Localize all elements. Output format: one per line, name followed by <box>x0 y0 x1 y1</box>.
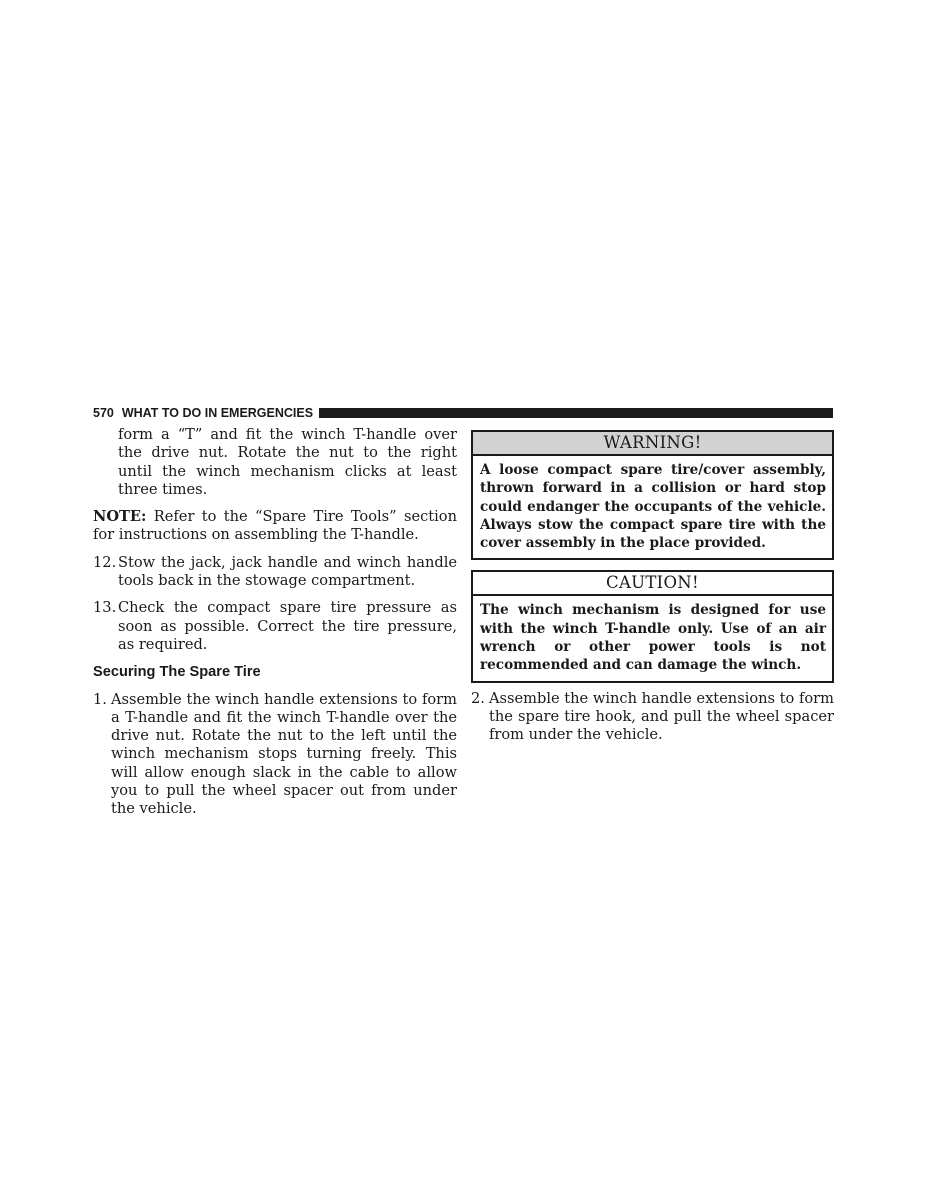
list-text: Stow the jack, jack handle and winch handle tools back in the stowage compartment. <box>118 553 457 590</box>
note-paragraph <box>93 508 457 545</box>
right-column <box>471 430 834 745</box>
list-text: Assemble the winch handle extensions to form the spare tire hook, and pull the wheel spacer from under the vehicle. <box>489 689 834 744</box>
list-number: 2. <box>471 689 485 707</box>
list-item <box>471 690 834 745</box>
list-item <box>93 554 457 591</box>
warning-title: WARNING! <box>473 432 832 456</box>
caution-text: The winch mechanism is designed for use with the winch T-handle only. Use of an air wrench or other power tools is not recommended and can damage the winch. <box>480 602 826 674</box>
list-item <box>93 691 457 819</box>
page-header <box>93 404 833 422</box>
list-number: 12. <box>93 553 117 571</box>
subheading: Securing The Spare Tire <box>93 664 261 681</box>
page-number: 570 <box>93 406 114 420</box>
left-column <box>93 426 457 819</box>
list-number: 13. <box>93 599 117 617</box>
section-title: WHAT TO DO IN EMERGENCIES <box>121 406 314 420</box>
continuation-paragraph: form a “T” and fit the winch T-handle over the drive nut. Rotate the nut to the right until the winch mechanism clicks at least three times. <box>118 426 457 498</box>
caution-box <box>471 570 834 682</box>
note-text: Refer to the “Spare Tire Tools” section for instructions on assembling the T-handle. <box>93 508 457 544</box>
list-text: Assemble the winch handle extensions to form a T-handle and fit the winch T-handle over the drive nut. Rotate the nut to the left until the winch mechanism stops turning freely. This will allow enough slack in the cable to allow you to pull the wheel spacer out from under the vehicle. <box>111 690 457 818</box>
list-text: Check the compact spare tire pressure as soon as possible. Correct the tire pressure, as required. <box>118 599 457 653</box>
warning-box <box>471 430 834 560</box>
list-item <box>93 599 457 654</box>
header-rule <box>319 408 833 418</box>
warning-text: A loose compact spare tire/cover assembly, thrown forward in a collision or hard stop could endanger the occupants of the vehicle. Always stow the compact spare tire with the cover assembly in the place provided. <box>480 462 826 552</box>
list-number: 1. <box>93 690 107 708</box>
note-label: NOTE: <box>93 508 147 526</box>
caution-title: CAUTION! <box>473 572 832 596</box>
